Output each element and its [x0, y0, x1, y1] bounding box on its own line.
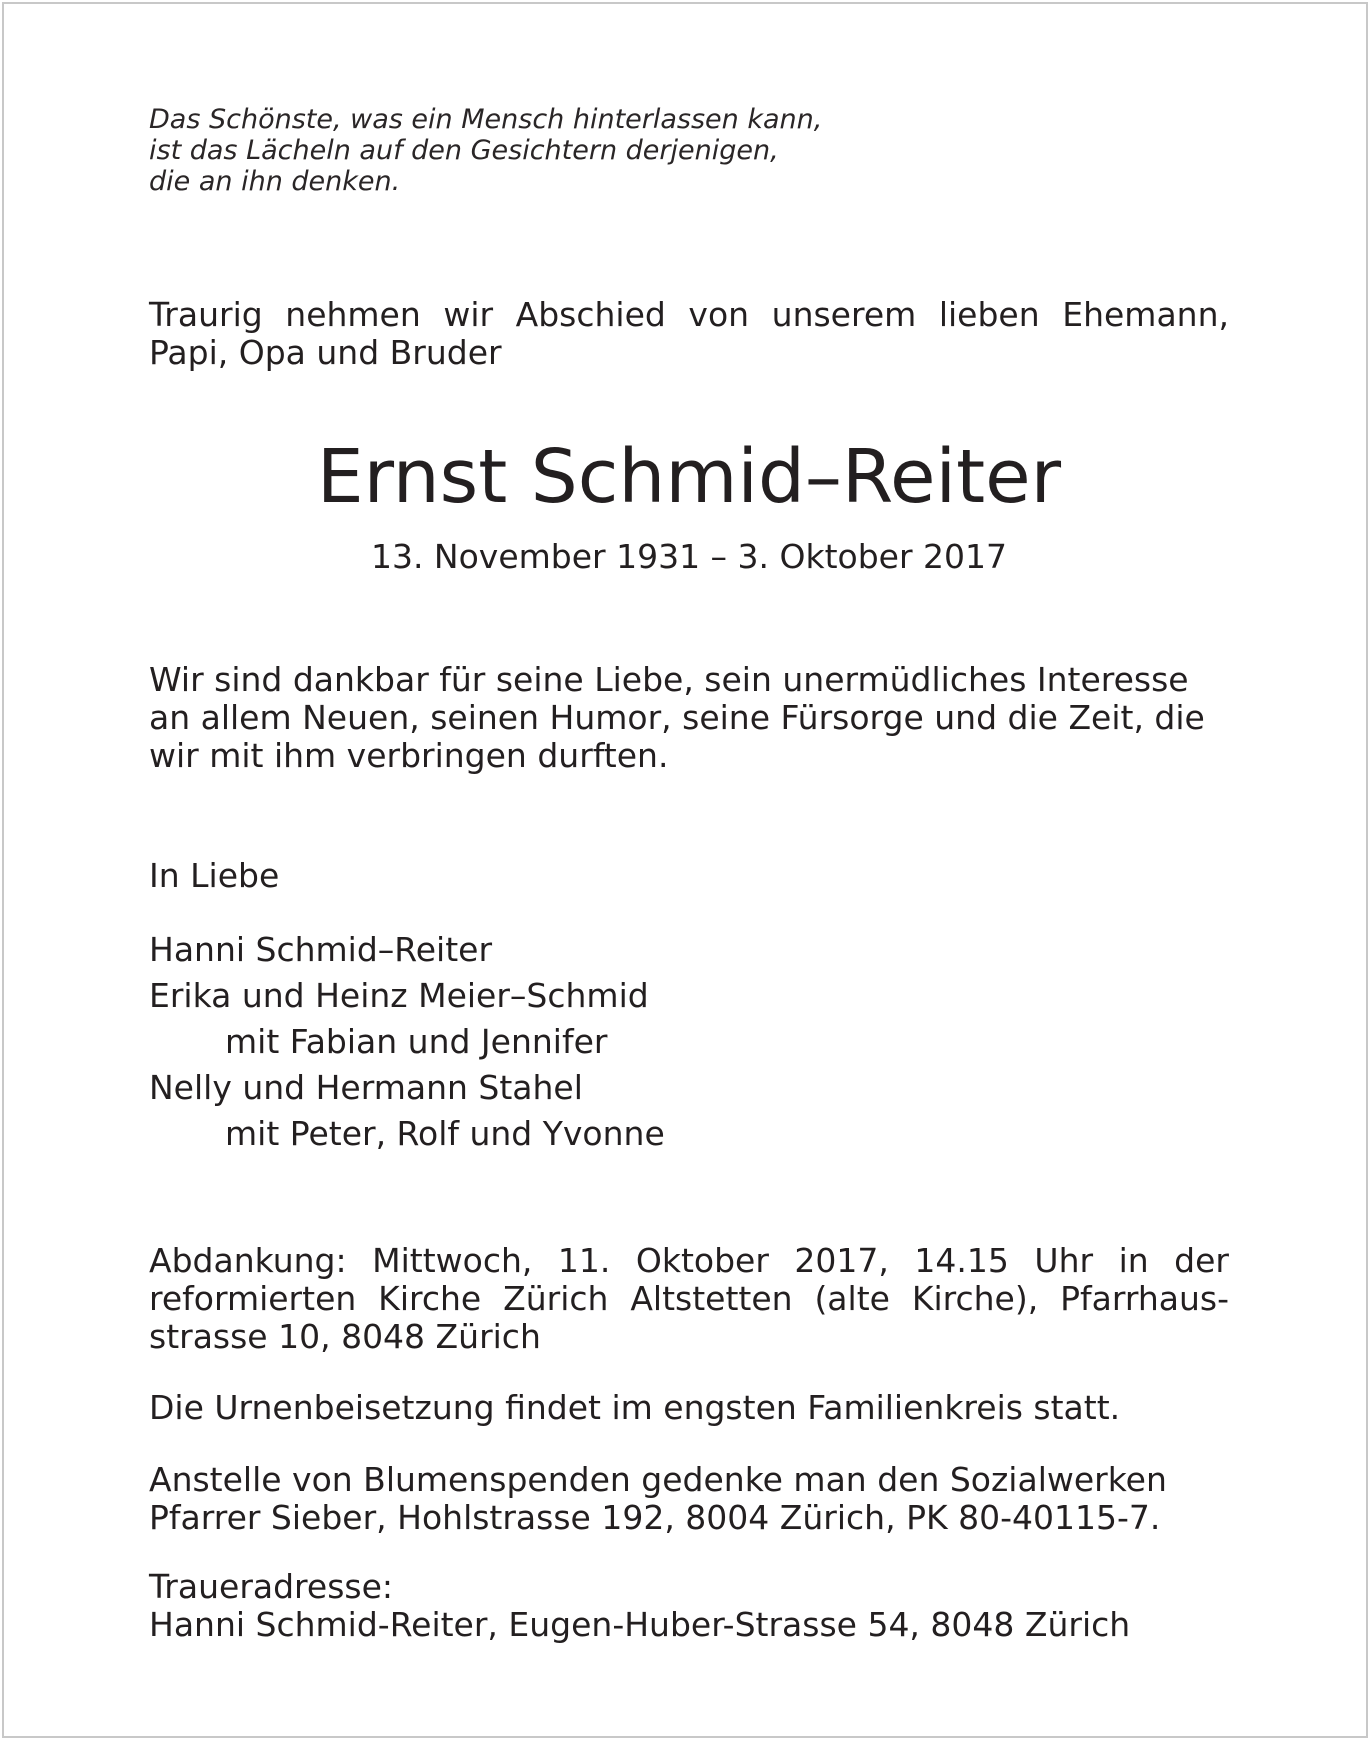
thanks-line: an allem Neuen, seinen Humor, seine Fürsorge und die Zeit, die	[149, 698, 1205, 737]
service-line: reformierten Kirche Zürich Altstetten (alte Kirche), Pfarrhaus-	[149, 1279, 1229, 1318]
family-member-children: mit Peter, Rolf und Yvonne	[225, 1114, 665, 1153]
service-line: strasse 10, 8048 Zürich	[149, 1317, 541, 1356]
donation-line: Pfarrer Sieber, Hohlstrasse 192, 8004 Zürich, PK 80-40115-7.	[149, 1498, 1161, 1537]
thanks-paragraph	[149, 661, 1229, 775]
closing-in-love: In Liebe	[149, 856, 280, 895]
family-member-children: mit Fabian und Jennifer	[225, 1022, 608, 1061]
thanks-line: wir mit ihm verbringen durften.	[149, 736, 669, 775]
thanks-line: Wir sind dankbar für seine Liebe, sein unermüdliches Interesse	[149, 660, 1189, 699]
mourning-address	[149, 1568, 1130, 1644]
family-list	[149, 927, 1229, 1157]
family-member: Erika und Heinz Meier–Schmid	[149, 976, 649, 1015]
intro-line: Papi, Opa und Bruder	[149, 333, 502, 372]
motto-line: ist das Lächeln auf den Gesichtern derjenigen,	[149, 135, 779, 166]
donation-line: Anstelle von Blumenspenden gedenke man den Sozialwerken	[149, 1460, 1167, 1499]
motto-line: die an ihn denken.	[149, 166, 401, 197]
life-dates: 13. November 1931 – 3. Oktober 2017	[370, 537, 1008, 576]
intro-line: Traurig nehmen wir Abschied von unserem lieben Ehemann,	[149, 295, 1229, 334]
motto-quote	[149, 104, 1049, 197]
intro-text	[149, 296, 1229, 372]
family-member: Hanni Schmid–Reiter	[149, 930, 493, 969]
service-line: Abdankung: Mittwoch, 11. Oktober 2017, 14.15 Uhr in der	[149, 1241, 1229, 1280]
address-value: Hanni Schmid-Reiter, Eugen-Huber-Strasse 54, 8048 Zürich	[149, 1605, 1131, 1644]
deceased-name: Ernst Schmid–Reiter	[316, 434, 1062, 520]
donation-note	[149, 1461, 1229, 1537]
family-member: Nelly und Hermann Stahel	[149, 1068, 583, 1107]
address-label: Traueradresse:	[149, 1567, 394, 1606]
service-info	[149, 1242, 1229, 1356]
obituary-frame	[2, 2, 1368, 1738]
motto-line: Das Schönste, was ein Mensch hinterlassen kann,	[149, 104, 823, 135]
urn-burial-note: Die Urnenbeisetzung findet im engsten Familienkreis statt.	[149, 1388, 1121, 1427]
